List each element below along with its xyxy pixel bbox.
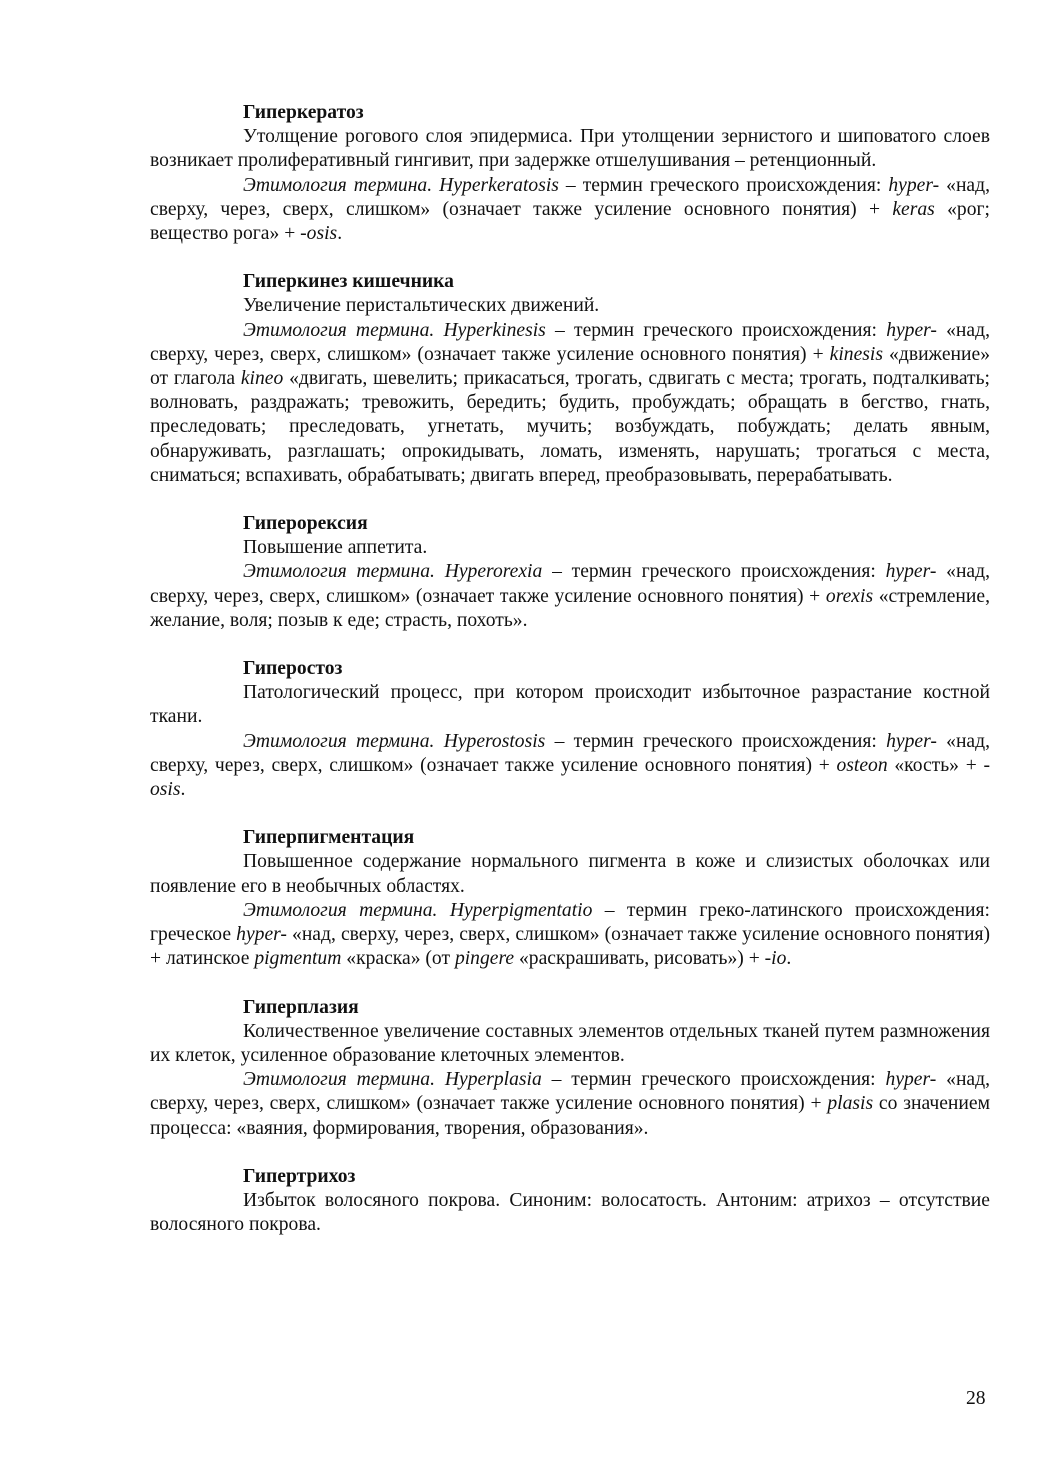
latin-term: Hyperkeratosis <box>439 174 559 196</box>
latin-term: hyper- <box>236 924 287 946</box>
document-page <box>150 101 990 1261</box>
latin-term: hyper- <box>885 1069 937 1091</box>
latin-term: kineo <box>240 368 284 390</box>
etymology-text: Этимология термина. Hyperostosis – термин греческого происхождения: hyper- «над, сверху, через, сверх, слишком» (означает также усиление основного понятия) + osteon «кость» + -osis. <box>150 730 991 801</box>
term-heading: Гиперостоз <box>243 658 343 680</box>
term-heading: Гиперкератоз <box>243 102 364 123</box>
latin-term: Hyperkinesis <box>443 319 546 341</box>
latin-term: Hyperostosis <box>443 730 546 752</box>
term-heading: Гиперпигментация <box>243 827 415 849</box>
latin-term: osteon <box>836 754 888 776</box>
latin-term: -osis <box>300 223 338 245</box>
definition-text: Утолщение рогового слоя эпидермиса. При утолщении зернистого и шиповатого слоев возникает пролиферативный гингивит, при задержке отшелушивания – ретенционный. <box>150 126 990 172</box>
definition-text: Количественное увеличение составных элементов отдельных тканей путем размножения их клеток, усиленное образование клеточных элементов. <box>150 1020 990 1066</box>
term-heading: Гиперкинез кишечника <box>243 271 454 293</box>
definition-text: Повышенное содержание нормального пигмента в коже и слизистых оболочках или появление его в необычных областях. <box>150 851 990 897</box>
term-heading: Гипертрихоз <box>243 1165 356 1187</box>
latin-term: hyper- <box>885 561 937 583</box>
etymology-text: Этимология термина. Hyperorexia – термин греческого происхождения: hyper- «над, сверху, через, сверх, слишком» (означает также усиление основного понятия) + orexis «стремление, желание, воля; позыв к еде; страсть, похоть». <box>150 561 990 631</box>
latin-term: hyper- <box>886 319 937 341</box>
latin-term: Hyperorexia <box>444 561 543 583</box>
entry-hyperplasia <box>150 996 990 1141</box>
entry-hypertrichosis <box>150 1165 990 1238</box>
definition-text: Увеличение перистальтических движений. <box>243 295 600 317</box>
entry-hyperpigmentation <box>150 826 990 971</box>
term-heading: Гиперорексия <box>243 513 368 535</box>
latin-term: keras <box>892 198 935 220</box>
etymology-label: Этимология термина. <box>243 899 438 921</box>
latin-term: orexis <box>825 585 874 607</box>
entry-hyperkeratosis <box>150 101 990 246</box>
etymology-text: Этимология термина. Hyperplasia – термин греческого происхождения: hyper- «над, сверху, через, сверх, слишком» (означает также усиление основного понятия) + plasis со значением процесса: «ваяния, формирования, творения, образования». <box>150 1069 990 1139</box>
etymology-label: Этимология термина. <box>243 730 435 752</box>
latin-term: pingere <box>454 948 515 970</box>
etymology-text: Этимология термина. Hyperkeratosis – термин греческого происхождения: hyper- «над, сверху, через, сверх, слишком» (означает также усиление основного понятия) + keras «рог; вещество рога» + -osis. <box>150 174 990 245</box>
latin-term: kinesis <box>829 343 883 365</box>
etymology-label: Этимология термина. <box>243 1069 435 1091</box>
entry-hyperostosis <box>150 657 990 802</box>
latin-term: hyper- <box>888 174 940 196</box>
etymology-text: Этимология термина. Hyperpigmentatio – термин греко-латинского происхождения: греческое hyper- «над, сверху, через, сверх, слишком» (означает также усиление основного понятия) + латинское pigmentum «краска» (от pingere «раскрашивать, рисовать») + -io. <box>150 899 990 970</box>
entry-hyperorexia <box>150 512 990 633</box>
entry-hyperkinesis <box>150 270 990 488</box>
latin-term: plasis <box>827 1093 874 1115</box>
definition-text: Избыток волосяного покрова. Синоним: волосатость. Антоним: атрихоз – отсутствие волосяного покрова. <box>150 1189 990 1236</box>
latin-term: pigmentum <box>254 948 342 970</box>
latin-term: -io <box>764 948 787 970</box>
etymology-label: Этимология термина. <box>243 174 433 196</box>
latin-term: Hyperpigmentatio <box>449 899 593 921</box>
etymology-label: Этимология термина. <box>243 561 435 583</box>
definition-text: Патологический процесс, при котором происходит избыточное разрастание костной ткани. <box>150 682 990 728</box>
etymology-label: Этимология термина. <box>243 319 435 341</box>
term-heading: Гиперплазия <box>243 996 359 1018</box>
latin-term: -osis <box>150 754 991 801</box>
latin-term: hyper- <box>886 730 937 752</box>
definition-text: Повышение аппетита. <box>243 537 428 559</box>
page-number: 28 <box>966 1388 986 1409</box>
etymology-text: Этимология термина. Hyperkinesis – термин греческого происхождения: hyper- «над, сверху, через, сверх, слишком» (означает также усиление основного понятия) + kinesis «движение» от глагола kineo «двигать, шевелить; прикасаться, трогать, сдвигать с места; трогать, подталкивать; волновать, раздражать; тревожить, бередить; будить, пробуждать; обращать в бегство, гнать, преследовать; преследовать, угнетать, мучить; возбуждать, побуждать; делать явным, обнаруживать, разглашать; опрокидывать, ломать, изменять, нарушать; трогаться с места, сниматься; вспахивать, обрабатывать; двигать вперед, преобразовывать, перерабатывать. <box>150 319 990 486</box>
latin-term: Hyperplasia <box>444 1069 542 1091</box>
